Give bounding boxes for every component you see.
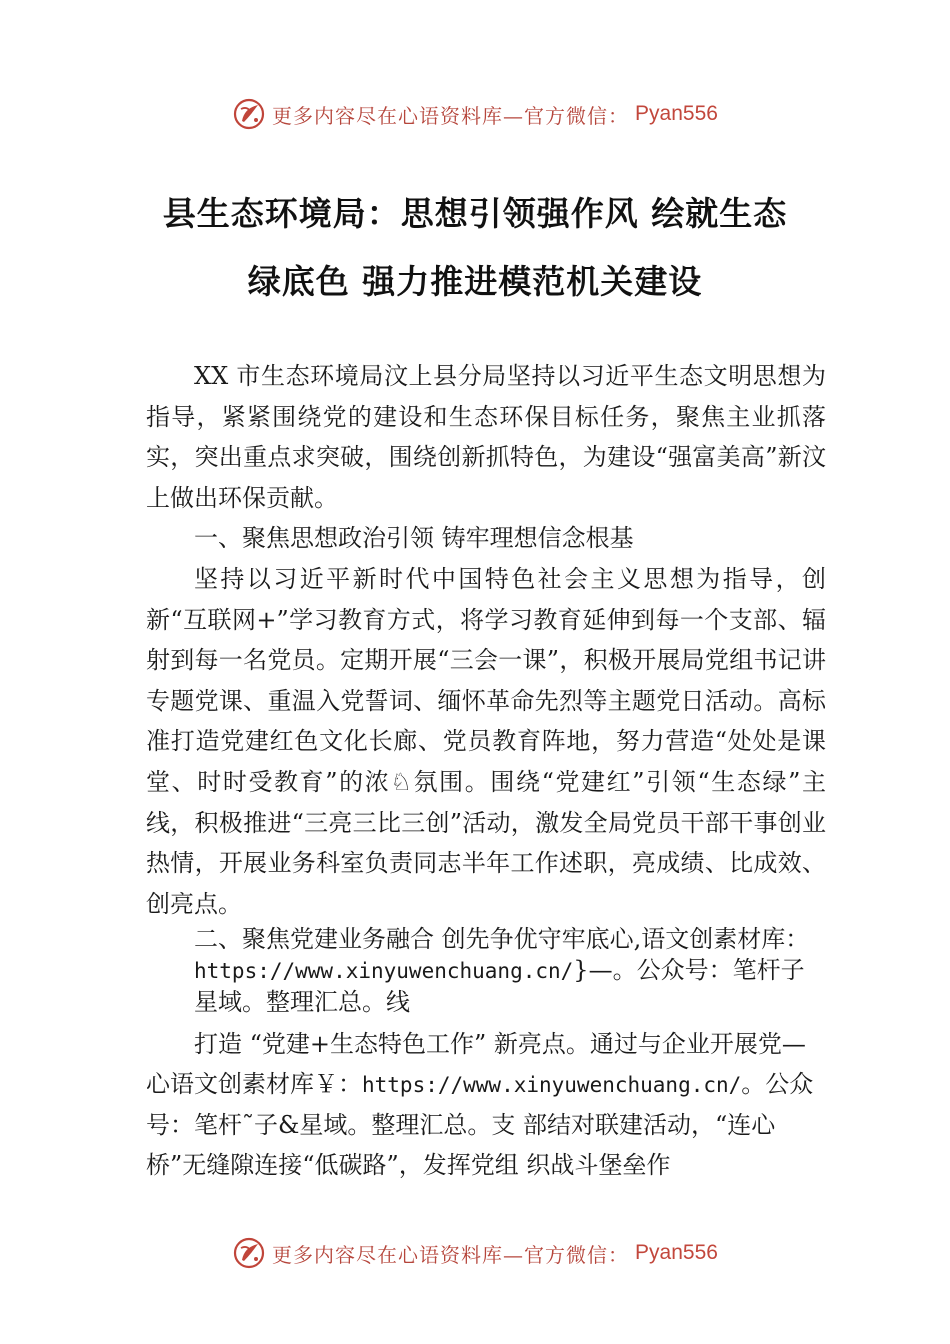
section-1-paragraph: 坚持以习近平新时代中国特色社会主义思想为指导，创新“互联网+”学习教育方式，将学习教育延伸到每一个支部、辐射到每一名党员。定期开展“三会一课”，积极开展局党组书记讲专题党课、重温入党誓词、缅怀革命先烈等主题党日活动。高标准打造党建红色文化长廊、党员教育阵地，努力营造“处处是课堂、时时受教育”的浓♘氛围。围绕“党建红”引领“生态绿”主线，积极推进“三亮三比三创”活动，激发全局党员干部干事创业热情，开展业务科室负责同志半年工作述职，亮成绩、比成效、创亮点。 [146,564,826,918]
section-heading-2 [146,924,826,1018]
document-title [100,180,850,316]
banner-wechat-handle: Pyan556 [635,102,718,125]
section-2-text: 打造 “党建+生态特色工作” 新亮点。通过与企业开展党—心语文创素材库￥： [146,1030,806,1099]
intro-paragraph: XX 市生态环境局汶上县分局坚持以习近平生态文明思想为指导，紧紧围绕党的建设和生态环保目标任务，聚焦主业抓落实，突出重点求突破，围绕创新抓特色，为建设“强富美高”新汶上做出环保贡献。 [146,362,826,512]
section-heading-2-text: 二、聚焦党建业务融合 创先争优守牢底心,语文创素材库： [194,925,810,954]
section-heading-2-url: https://www.xinyuwenchuang.cn/ [194,959,574,984]
section-heading-1: 一、聚焦思想政治引领 铸牢理想信念根基 [194,524,634,553]
banner-wechat-handle: Pyan556 [635,1241,718,1264]
footer-watermark-banner [0,1233,950,1273]
section-heading-2-tail: }—。公众号：笔杆子星域。整理汇总。线 [194,956,805,1017]
title-line-1: 县生态环境局：思想引领强作风 绘就生态 [162,194,788,233]
banner-text: 更多内容尽在心语资料库—官方微信： [272,103,630,128]
header-watermark-banner [0,94,950,134]
title-line-2: 绿底色 强力推进模范机关建设 [247,262,703,301]
section-2-paragraph [146,1024,826,1185]
document-body [146,356,826,1185]
section-2-tail: 。公众号：笔杆˜子&星域。整理汇总。支 部结对联建活动，“连心桥”无缝隙连接“低碳路”，发挥党组 织战斗堡垒作 [146,1070,814,1180]
brand-logo-icon [232,1236,266,1270]
banner-text: 更多内容尽在心语资料库—官方微信： [272,1242,630,1267]
section-2-url: https://www.xinyuwenchuang.cn/ [362,1073,742,1098]
brand-logo-icon [232,97,266,131]
